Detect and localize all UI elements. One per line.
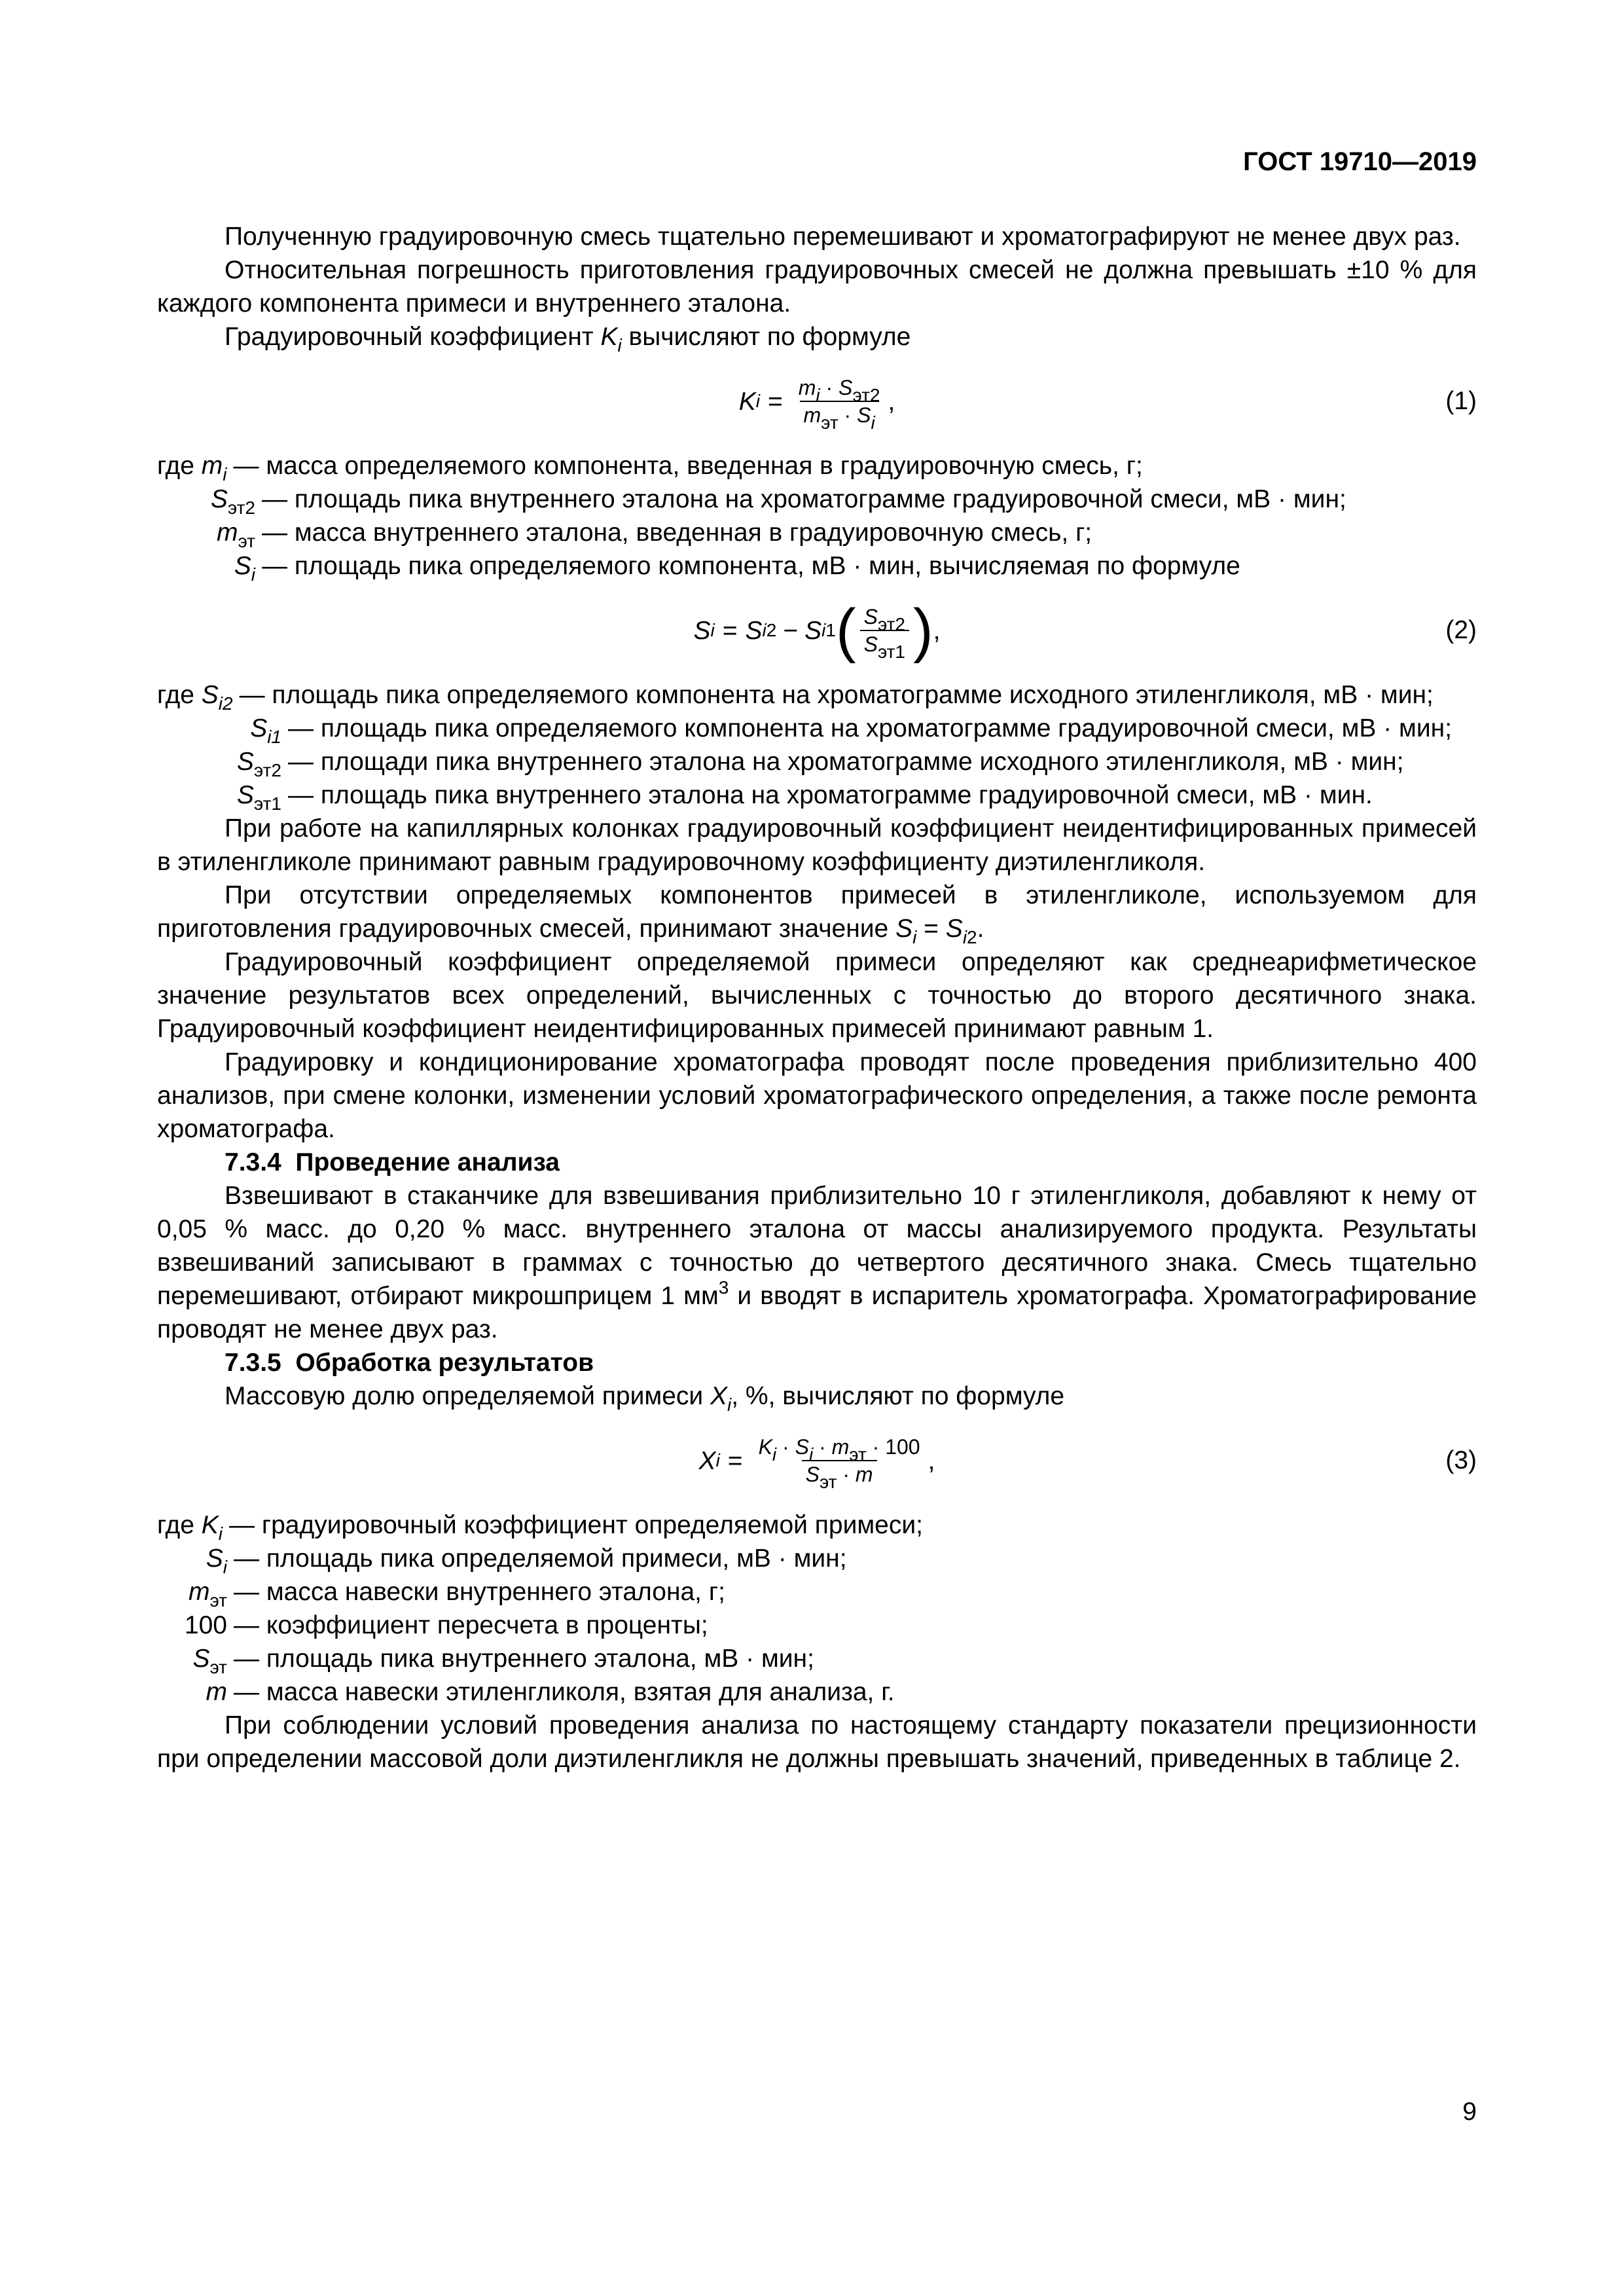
- paragraph: Полученную градуировочную смесь тщательно перемешивают и хроматографируют не менее двух раз.: [225, 223, 1461, 251]
- definition-row: $S_{i1}$ — площадь пика определяемого компонента на хроматограмме градуировочной смеси, мВ · мин;: [250, 714, 1453, 747]
- paragraph: При работе на капиллярных колонках градуировочный коэффициент неидентифицированных примесей в этиленгликоле принимают равным градуировочному коэффициенту диэтиленгликоля.: [157, 814, 1477, 876]
- formula-number: (2): [1445, 616, 1477, 644]
- definition-row: $S_{эт2}$ — площади пика внутреннего эталона на хроматограмме исходного этиленгликоля, мВ · мин;: [236, 748, 1404, 780]
- definitions-list: [157, 1508, 1477, 1709]
- definition-row: $S_i$ — площадь пика определяемого компонента, мВ · мин, вычисляемая по формуле: [234, 552, 1240, 585]
- definitions-list: [157, 678, 1477, 812]
- formula-3: X i = $\frac{K_i \cdot S_i \cdot m_{эт} \cdot 100}{S_{эт} \cdot m}$ , (3): [698, 1435, 1477, 1492]
- formula-1: K i = $\frac{m_i \cdot S_{эт2}}{m_{эт} \cdot S_i}$ , (1): [738, 376, 1477, 433]
- definition-row: $S_{эт}$ — площадь пика внутреннего эталона, мВ · мин;: [192, 1645, 814, 1677]
- definition-row: где $S_{i2}$ — площадь пика определяемого компонента на хроматограмме исходного этиленгликоля, мВ · мин;: [157, 681, 1434, 714]
- formula-number: (3): [1445, 1446, 1477, 1474]
- definition-row: где $K_i$ — градуировочный коэффициент определяемой примеси;: [157, 1511, 923, 1544]
- paragraph: При соблюдении условий проведения анализа по настоящему стандарту показатели прецизионности при определении массовой доли диэтиленгликля не должны превышать значений, приведенных в таблице 2.: [157, 1711, 1477, 1773]
- definition-row: m — масса навески этиленгликоля, взятая для анализа, г.: [206, 1678, 895, 1706]
- paragraph: Градуировочный коэффициент $K_i$ вычисляют по формуле: [225, 323, 911, 355]
- paragraph: Относительная погрешность приготовления градуировочных смесей не должна превышать ±10 % для каждого компонента примеси и внутреннего эталона.: [157, 256, 1477, 318]
- fraction: $\frac{S_{эт2}}{S_{эт1}}$: [860, 604, 909, 657]
- document-header: ГОСТ 19710—2019: [1243, 147, 1477, 176]
- definition-row: где $m_i$ — масса определяемого компонента, введенная в градуировочную смесь, г;: [157, 452, 1143, 484]
- definition-row: 100 — коэффициент пересчета в проценты;: [184, 1611, 708, 1639]
- section-heading: 7.3.4 Проведение анализа: [225, 1148, 560, 1176]
- fraction: $\frac{m_i \cdot S_{эт2}}{m_{эт} \cdot S_i}$: [798, 376, 880, 433]
- paragraph: При отсутствии определяемых компонентов примесей в этиленгликоле, используемом для приготовления градуировочных смесей, принимают значение $S_i = S_{i2}$.: [157, 881, 1477, 947]
- paragraph: Градуировку и кондиционирование хроматографа проводят после проведения приблизительно 400 анализов, при смене колонки, изменении условий хроматографического определения, а также после ремонта хроматографа.: [157, 1048, 1477, 1143]
- definition-row: $S_{эт1}$ — площадь пика внутреннего эталона на хроматограмме градуировочной смеси, мВ · мин.: [236, 781, 1373, 814]
- page-number: 9: [1462, 2098, 1477, 2126]
- definitions-list: [157, 449, 1477, 583]
- paragraph: Массовую долю определяемой примеси $X_i$, %, вычисляют по формуле: [225, 1382, 1065, 1415]
- paragraph: Градуировочный коэффициент определяемой примеси определяют как среднеарифметическое значение результатов всех определений, вычисленных с точностью до второго десятичного знака. Градуировочный коэффициент неидентифицированных примесей принимают равным 1.: [157, 948, 1477, 1043]
- definition-row: $S_{эт2}$ — площадь пика внутреннего эталона на хроматограмме градуировочной смеси, мВ · мин;: [210, 485, 1346, 518]
- paragraph: Взвешивают в стаканчике для взвешивания приблизительно 10 г этиленгликоля, добавляют к нему от 0,05 % масс. до 0,20 % масс. внутреннего эталона от массы анализируемого продукта. Результаты взвешиваний записывают в граммах с точностью до четвертого десятичного знака. Смесь тщательно перемешивают, отбирают микрошприцем 1 $мм^3$ и вводят в испаритель хроматографа. Хроматографирование проводят не менее двух раз.: [157, 1182, 1477, 1343]
- formula-2: S i = S i2 − S i1 ( $\frac{S_{эт2}}{S_{эт1}}$ ) , (2): [693, 597, 1477, 664]
- definition-row: $m_{эт}$ — масса внутреннего эталона, введенная в градуировочную смесь, г;: [217, 519, 1092, 551]
- fraction: $\frac{K_i \cdot S_i \cdot m_{эт} \cdot 100}{S_{эт} \cdot m}$: [758, 1435, 920, 1492]
- page-content: [157, 220, 1477, 1776]
- definition-row: $S_i$ — площадь пика определяемой примеси, мВ · мин;: [206, 1544, 847, 1577]
- definition-row: $m_{эт}$ — масса навески внутреннего эталона, г;: [189, 1578, 725, 1611]
- formula-number: (1): [1445, 387, 1477, 415]
- section-heading: 7.3.5 Обработка результатов: [225, 1349, 594, 1377]
